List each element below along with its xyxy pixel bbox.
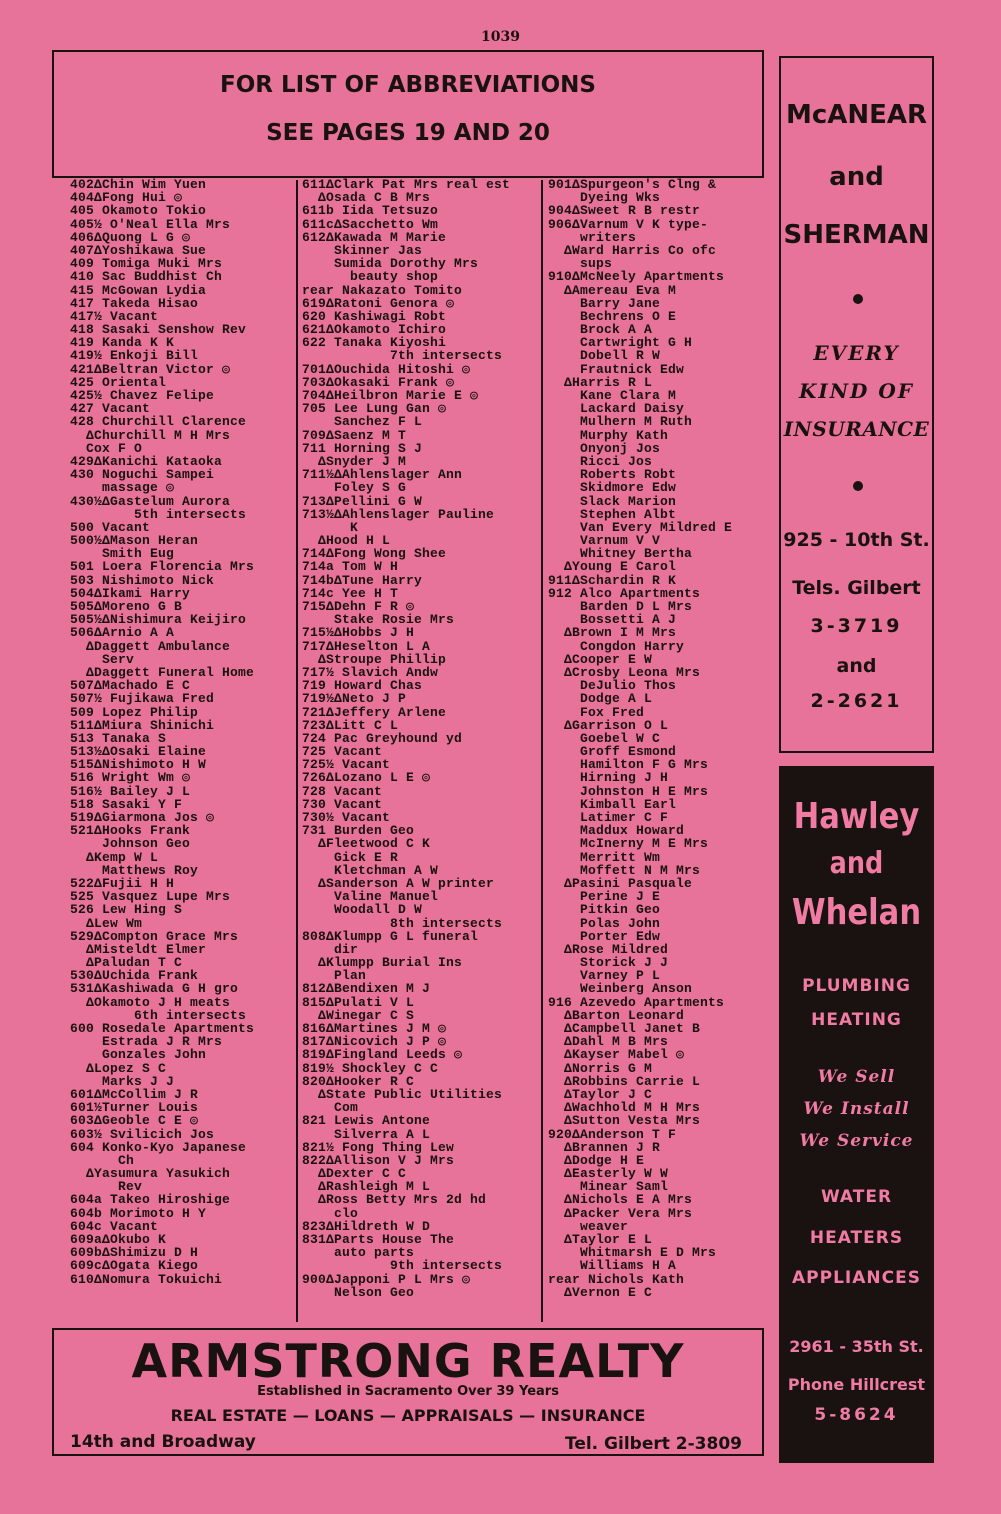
- directory-entry: 501 Loera Florencia Mrs: [70, 560, 255, 574]
- directory-entry: Johnston H E Mrs: [548, 784, 709, 798]
- directory-entry: 713½ΔAhlenslager Pauline: [302, 507, 495, 521]
- directory-entry: 418 Sasaki Senshow Rev: [70, 323, 247, 337]
- directory-entry: 415 McGowan Lydia: [70, 283, 207, 297]
- directory-entry: ΔBrown I M Mrs: [548, 626, 677, 640]
- directory-entry: ΔPaludan T C: [70, 956, 183, 970]
- directory-entry: 509 Lopez Philip: [70, 705, 199, 719]
- directory-entry: Serv: [70, 652, 135, 666]
- directory-entry: 507½ Fujikawa Fred: [70, 692, 215, 706]
- directory-entry: 822ΔAllison V J Mrs: [302, 1153, 455, 1168]
- directory-entry: ΔRose Mildred: [548, 942, 669, 957]
- directory-entry: ΔFleetwood C K: [302, 837, 431, 851]
- directory-entry: 808ΔKlumpp G L funeral: [302, 929, 479, 943]
- directory-entry: 709ΔSaenz M T: [302, 428, 407, 442]
- we-sell: We Sell: [817, 1067, 896, 1087]
- directory-entry: ΔHood H L: [302, 534, 391, 548]
- directory-entry: 503 Nishimoto Nick: [70, 573, 215, 587]
- directory-entry: 419 Kanda K K: [70, 336, 175, 350]
- directory-entry: ΔCrosby Leona Mrs: [548, 665, 701, 680]
- directory-entry: 611cΔSacchetto Wm: [302, 217, 439, 231]
- directory-entry: 621ΔOkamoto Ichiro: [302, 323, 447, 337]
- directory-entry: 714bΔTune Harry: [302, 573, 423, 587]
- directory-entry: ΔDexter C C: [302, 1167, 407, 1181]
- bullet-dot: [853, 481, 863, 491]
- directory-entry: 821 Lewis Antone: [302, 1114, 431, 1128]
- tagline-line-3: INSURANCE: [783, 417, 930, 441]
- directory-entry: 417 Takeda Hisao: [70, 296, 199, 310]
- directory-entry: 819ΔFingland Leeds ◎: [302, 1048, 463, 1062]
- directory-entry: Ricci Jos: [548, 454, 653, 469]
- tagline-line-2: KIND OF: [799, 379, 914, 403]
- directory-entry: ΔYasumura Yasukich: [70, 1167, 231, 1181]
- we-install: We Install: [803, 1099, 910, 1119]
- service-heating: HEATING: [811, 1010, 902, 1030]
- directory-entry: 521ΔHooks Frank: [70, 824, 191, 838]
- directory-entry: 831ΔParts House The: [302, 1233, 455, 1247]
- directory-entry: ΔMisteldt Elmer: [70, 942, 207, 957]
- directory-entry: Gick E R: [302, 850, 399, 864]
- directory-entry: 600 Rosedale Apartments: [70, 1022, 255, 1036]
- directory-entry: ΔBrannen J R: [548, 1140, 661, 1154]
- directory-entry: 713ΔPellini G W: [302, 494, 423, 508]
- directory-entry: 815ΔPulati V L: [302, 995, 415, 1009]
- directory-entry: 405½ O'Neal Ella Mrs: [70, 217, 231, 231]
- directory-entry: 619ΔRatoni Genora ◎: [302, 296, 455, 310]
- directory-entry: 920ΔAnderson T F: [548, 1127, 677, 1141]
- directory-entry: Groff Esmond: [548, 745, 677, 759]
- directory-entry: 409 Tomiga Muki Mrs: [70, 257, 223, 271]
- directory-entry: ΔKemp W L: [70, 850, 159, 864]
- directory-entry: 425 Oriental: [70, 375, 167, 389]
- directory-entry: ΔPasini Pasquale: [548, 876, 693, 891]
- directory-entry: 428 Churchill Clarence: [70, 415, 247, 429]
- directory-entry: ΔKlumpp Burial Ins: [302, 956, 463, 970]
- directory-entry: Whitmarsh E D Mrs: [548, 1246, 717, 1260]
- directory-entry: 717ΔHeselton L A: [302, 639, 431, 653]
- directory-entry: rear Nakazato Tomito: [302, 283, 463, 297]
- directory-entry: 405 Okamoto Tokio: [70, 204, 207, 218]
- directory-entry: Storick J J: [548, 956, 669, 970]
- directory-entry: 609bΔShimizu D H: [70, 1246, 199, 1260]
- directory-entry: 912 Alco Apartments: [548, 586, 701, 600]
- directory-entry: 430½ΔGastelum Aurora: [70, 494, 231, 508]
- directory-entry: ΔWard Harris Co ofc: [548, 243, 717, 258]
- directory-entry: ΔSanderson A W printer: [302, 876, 495, 891]
- directory-entry: Perine J E: [548, 890, 661, 904]
- directory-entry: 603½ Svilicich Jos: [70, 1127, 215, 1141]
- directory-entry: massage ◎: [70, 481, 175, 495]
- directory-entry: Merritt Wm: [548, 850, 661, 864]
- directory-entry: Moffett N M Mrs: [548, 863, 701, 877]
- page-number: 1039: [481, 29, 520, 45]
- sherman-name: SHERMAN: [783, 220, 930, 250]
- directory-entry: Matthews Roy: [70, 863, 199, 877]
- product-appliances: APPLIANCES: [792, 1268, 921, 1288]
- directory-entry: 500½ΔMason Heran: [70, 534, 199, 548]
- directory-entry: Kane Clara M: [548, 389, 677, 403]
- directory-entry: ΔDodge H E: [548, 1153, 645, 1168]
- directory-entry: 516 Wright Wm ◎: [70, 771, 191, 785]
- directory-entry: ΔState Public Utilities: [302, 1087, 503, 1102]
- directory-entry: 604c Vacant: [70, 1219, 159, 1233]
- mcanear-sherman-ad: [779, 56, 934, 753]
- directory-entry: 500 Vacant: [70, 520, 151, 535]
- directory-entry: ΔDaggett Funeral Home: [70, 665, 255, 680]
- directory-entry: 823ΔHildreth W D: [302, 1219, 431, 1233]
- directory-entry: Stephen Albt: [548, 507, 677, 521]
- directory-entry: ΔLew Wm: [70, 916, 143, 930]
- directory-entry: 7th intersects: [302, 349, 503, 363]
- directory-entry: 821½ Fong Thing Lew: [302, 1140, 455, 1154]
- directory-entry: beauty shop: [302, 270, 439, 284]
- directory-entry: ΔCampbell Janet B: [548, 1022, 701, 1036]
- armstrong-name: ARMSTRONG REALTY: [131, 1334, 685, 1388]
- directory-entry: ΔSnyder J M: [302, 454, 407, 469]
- directory-entry: ΔNichols E A Mrs: [548, 1193, 693, 1207]
- directory-entry: 911ΔSchardin R K: [548, 573, 677, 587]
- directory-entry: Gonzales John: [70, 1048, 207, 1062]
- directory-entry: 705 Lee Lung Gan ◎: [302, 402, 447, 416]
- directory-entry: Skidmore Edw: [548, 481, 677, 495]
- directory-entry: 5th intersects: [70, 507, 247, 521]
- directory-entry: K: [302, 520, 359, 535]
- directory-entry: 604a Takeo Hiroshige: [70, 1193, 231, 1207]
- product-water: WATER: [820, 1187, 893, 1207]
- armstrong-services: REAL ESTATE — LOANS — APPRAISALS — INSURANCE: [170, 1406, 646, 1425]
- directory-entry: 601½Turner Louis: [70, 1101, 199, 1115]
- directory-entry: Foley S G: [302, 481, 407, 495]
- hawley-address: 2961 - 35th St.: [789, 1337, 924, 1356]
- whelan-name: Whelan: [791, 892, 922, 933]
- directory-entry: 427 Vacant: [70, 402, 151, 416]
- directory-entry: 901ΔSpurgeon's Clng &: [548, 178, 717, 192]
- directory-entry: 731 Burden Geo: [302, 824, 415, 838]
- directory-entry: 730 Vacant: [302, 797, 383, 811]
- directory-entry: Estrada J R Mrs: [70, 1035, 223, 1049]
- directory-entry: ΔOsada C B Mrs: [302, 191, 431, 205]
- directory-entry: 425½ Chavez Felipe: [70, 389, 215, 403]
- abbreviations-line-2: SEE PAGES 19 AND 20: [266, 120, 550, 146]
- directory-entry: Skinner Jas: [302, 243, 423, 258]
- directory-entry: 711½ΔAhlenslager Ann: [302, 468, 463, 482]
- directory-entry: Johnson Geo: [70, 837, 191, 851]
- directory-entry: 817ΔNicovich J P ◎: [302, 1035, 447, 1049]
- directory-entry: 622 Tanaka Kiyoshi: [302, 336, 447, 350]
- directory-entry: 504ΔIkami Harry: [70, 586, 191, 600]
- directory-entry: 703ΔOkasaki Frank ◎: [302, 375, 455, 389]
- directory-entry: 429ΔKanichi Kataoka: [70, 454, 223, 469]
- directory-entry: rear Nichols Kath: [548, 1272, 685, 1286]
- directory-entry: 717½ Slavich Andw: [302, 665, 439, 680]
- directory-entry: 725 Vacant: [302, 745, 383, 759]
- directory-entry: Kimball Earl: [548, 797, 677, 811]
- directory-entry: writers: [548, 230, 637, 244]
- directory-entry: Murphy Kath: [548, 428, 669, 442]
- directory-entry: Brock A A: [548, 323, 653, 337]
- directory-entry: Goebel W C: [548, 731, 661, 746]
- hawley-phone: 5-8624: [814, 1405, 899, 1425]
- directory-entry: 417½ Vacant: [70, 309, 159, 324]
- directory-entry: Sanchez F L: [302, 415, 423, 429]
- directory-entry: Varney P L: [548, 969, 661, 983]
- directory-entry: 531ΔKashiwada G H gro: [70, 982, 239, 996]
- directory-entry: Williams H A: [548, 1259, 677, 1273]
- directory-entry: 620 Kashiwagi Robt: [302, 309, 447, 324]
- directory-entry: 610ΔNomura Tokuichi: [70, 1272, 223, 1286]
- directory-entry: Onyonj Jos: [548, 441, 661, 455]
- directory-entry: 505½ΔNishimura Keijiro: [70, 613, 247, 627]
- directory-entry: ΔWachhold M H Mrs: [548, 1101, 701, 1115]
- directory-entry: Lackard Daisy: [548, 402, 685, 416]
- directory-entry: 819½ Shockley C C: [302, 1061, 439, 1075]
- directory-entry: 518 Sasaki Y F: [70, 797, 183, 811]
- directory-entry: Sumida Dorothy Mrs: [302, 257, 479, 271]
- directory-entry: 529ΔCompton Grace Mrs: [70, 929, 239, 943]
- directory-column-2: [302, 178, 537, 1299]
- directory-entry: 407ΔYoshikawa Sue: [70, 243, 207, 258]
- directory-entry: ΔTaylor J C: [548, 1087, 653, 1102]
- armstrong-established: Established in Sacramento Over 39 Years: [257, 1384, 559, 1399]
- tagline-line-1: EVERY: [813, 341, 900, 365]
- directory-entry: Porter Edw: [548, 929, 661, 943]
- directory-column-1: [70, 178, 295, 1286]
- directory-entry: Hirning J H: [548, 771, 669, 785]
- directory-entry: ΔRoss Betty Mrs 2d hd: [302, 1193, 487, 1207]
- directory-entry: 714c Yee H T: [302, 586, 399, 600]
- directory-entry: 701ΔOuchida Hitoshi ◎: [302, 362, 471, 376]
- directory-entry: 724 Pac Greyhound yd: [302, 731, 463, 746]
- directory-entry: 530ΔUchida Frank: [70, 969, 199, 983]
- directory-entry: ΔEasterly W W: [548, 1167, 669, 1181]
- directory-entry: ΔVernon E C: [548, 1285, 653, 1299]
- directory-entry: Polas John: [548, 916, 661, 930]
- mcanear-and-2: and: [836, 655, 877, 677]
- directory-entry: 526 Lew Hing S: [70, 903, 183, 917]
- directory-entry: Roberts Robt: [548, 468, 677, 482]
- directory-entry: 714a Tom W H: [302, 560, 399, 574]
- abbreviations-line-1: FOR LIST OF ABBREVIATIONS: [220, 72, 596, 98]
- directory-entry: 430 Noguchi Sampei: [70, 468, 215, 482]
- directory-entry: Stake Rosie Mrs: [302, 613, 455, 627]
- directory-entry: 726ΔLozano L E ◎: [302, 771, 431, 785]
- directory-entry: 404ΔFong Hui ◎: [70, 191, 183, 205]
- armstrong-realty-ad: [52, 1328, 764, 1456]
- directory-entry: Bossetti A J: [548, 613, 677, 627]
- directory-entry: 714ΔFong Wong Shee: [302, 547, 447, 561]
- abbreviations-notice: [52, 50, 764, 178]
- bullet-dot: [853, 294, 863, 304]
- directory-column-3: [548, 178, 766, 1299]
- directory-entry: 410 Sac Buddhist Ch: [70, 270, 223, 284]
- directory-entry: ΔCooper E W: [548, 652, 653, 666]
- directory-entry: Van Every Mildred E: [548, 520, 733, 535]
- directory-entry: weaver: [548, 1219, 629, 1233]
- directory-entry: Rev: [70, 1180, 143, 1194]
- directory-entry: Congdon Harry: [548, 639, 685, 653]
- directory-entry: ΔHarris R L: [548, 375, 653, 389]
- directory-entry: 601ΔMcCollim J R: [70, 1087, 199, 1102]
- directory-entry: Mulhern M Ruth: [548, 415, 693, 429]
- directory-entry: Dyeing Wks: [548, 191, 661, 205]
- directory-entry: 719½ΔNeto J P: [302, 692, 407, 706]
- directory-entry: 513 Tanaka S: [70, 731, 167, 746]
- directory-entry: Barry Jane: [548, 296, 661, 310]
- directory-entry: 506ΔArnio A A: [70, 626, 175, 640]
- armstrong-phone: Tel. Gilbert 2-3809: [564, 1434, 742, 1454]
- we-service: We Service: [799, 1131, 914, 1151]
- directory-entry: Latimer C F: [548, 811, 669, 825]
- directory-entry: ΔBarton Leonard: [548, 1008, 685, 1022]
- directory-entry: ΔKayser Mabel ◎: [548, 1048, 685, 1062]
- directory-entry: 906ΔVarnum V K type-: [548, 217, 709, 231]
- directory-entry: ΔGarrison O L: [548, 718, 669, 732]
- directory-entry: 725½ Vacant: [302, 758, 391, 772]
- directory-entry: Silverra A L: [302, 1127, 431, 1141]
- directory-entry: 515ΔNishimoto H W: [70, 758, 207, 772]
- armstrong-address: 14th and Broadway: [70, 1432, 256, 1452]
- directory-entry: 603ΔGeoble C E ◎: [70, 1114, 199, 1128]
- directory-entry: ΔChurchill M H Mrs: [70, 428, 231, 442]
- directory-entry: Plan: [302, 969, 367, 983]
- directory-entry: ΔRobbins Carrie L: [548, 1074, 701, 1088]
- mcanear-address: 925 - 10th St.: [783, 529, 930, 551]
- directory-entry: sups: [548, 257, 613, 271]
- hawley-name: Hawley: [793, 796, 920, 837]
- directory-entry: Marks J J: [70, 1074, 175, 1088]
- directory-entry: auto parts: [302, 1246, 415, 1260]
- column-divider: [296, 180, 298, 1322]
- directory-entry: 904ΔSweet R B restr: [548, 204, 701, 218]
- directory-entry: 611b Iida Tetsuzo: [302, 204, 439, 218]
- mcanear-phone-2: 2-2621: [810, 690, 903, 712]
- directory-entry: ΔSutton Vesta Mrs: [548, 1114, 701, 1128]
- directory-entry: ΔTaylor E L: [548, 1233, 653, 1247]
- directory-entry: 719 Howard Chas: [302, 679, 423, 693]
- directory-entry: DeJulio Thos: [548, 679, 677, 693]
- mcanear-phone-1: 3-3719: [810, 615, 903, 637]
- directory-entry: ΔYoung E Carol: [548, 560, 677, 574]
- directory-entry: Com: [302, 1101, 359, 1115]
- directory-entry: 611ΔClark Pat Mrs real est: [302, 178, 511, 192]
- directory-entry: 8th intersects: [302, 916, 503, 930]
- directory-entry: 6th intersects: [70, 1008, 247, 1022]
- hawley-phone-label: Phone Hillcrest: [787, 1375, 926, 1394]
- directory-entry: 609cΔOgata Kiego: [70, 1259, 199, 1273]
- directory-entry: 715ΔDehn F R ◎: [302, 600, 415, 614]
- directory-entry: ΔDahl M B Mrs: [548, 1035, 669, 1049]
- directory-entry: clo: [302, 1206, 359, 1220]
- directory-entry: 910ΔMcNeely Apartments: [548, 270, 725, 284]
- directory-entry: ΔStroupe Phillip: [302, 652, 447, 666]
- directory-entry: Smith Eug: [70, 547, 175, 561]
- directory-entry: Barden D L Mrs: [548, 600, 693, 614]
- directory-entry: 525 Vasquez Lupe Mrs: [70, 890, 231, 904]
- directory-entry: 522ΔFujii H H: [70, 876, 175, 891]
- directory-entry: 406ΔQuong L G ◎: [70, 230, 191, 244]
- directory-entry: 609aΔOkubo K: [70, 1233, 167, 1247]
- directory-entry: 721ΔJeffery Arlene: [302, 705, 447, 719]
- directory-entry: Ch: [70, 1153, 135, 1168]
- directory-entry: 816ΔMartines J M ◎: [302, 1022, 447, 1036]
- directory-entry: Dodge A L: [548, 692, 653, 706]
- directory-entry: Nelson Geo: [302, 1285, 415, 1299]
- directory-entry: 711 Horning S J: [302, 441, 423, 455]
- directory-entry: 728 Vacant: [302, 784, 383, 798]
- directory-entry: Cox F O: [70, 441, 143, 455]
- hawley-whelan-ad: [779, 766, 934, 1463]
- directory-entry: 604 Konko-Kyo Japanese: [70, 1140, 247, 1154]
- directory-entry: 730½ Vacant: [302, 811, 391, 825]
- directory-entry: Maddux Howard: [548, 824, 685, 838]
- directory-entry: 402ΔChin Wim Yuen: [70, 178, 207, 192]
- directory-entry: Fox Fred: [548, 705, 645, 719]
- directory-entry: Pitkin Geo: [548, 903, 661, 917]
- directory-entry: Frautnick Edw: [548, 362, 685, 376]
- directory-entry: 900ΔJapponi P L Mrs ◎: [302, 1272, 471, 1286]
- directory-entry: Whitney Bertha: [548, 547, 693, 561]
- directory-entry: 516½ Bailey J L: [70, 784, 191, 798]
- directory-entry: 612ΔKawada M Marie: [302, 230, 447, 244]
- directory-entry: 419½ Enkoji Bill: [70, 349, 199, 363]
- mcanear-name: McANEAR: [785, 100, 928, 130]
- directory-entry: Valine Manuel: [302, 890, 439, 904]
- directory-entry: Hamilton F G Mrs: [548, 758, 709, 772]
- directory-entry: 812ΔBendixen M J: [302, 982, 431, 996]
- directory-entry: Woodall D W: [302, 903, 423, 917]
- directory-entry: Minear Saml: [548, 1180, 669, 1194]
- directory-entry: ΔRashleigh M L: [302, 1180, 431, 1194]
- directory-entry: 519ΔGiarmona Jos ◎: [70, 811, 215, 825]
- column-divider: [541, 180, 543, 1322]
- directory-entry: Kletchman A W: [302, 863, 439, 877]
- hawley-and: and: [829, 846, 884, 881]
- directory-entry: 715½ΔHobbs J H: [302, 626, 415, 640]
- mcanear-and: and: [829, 162, 884, 192]
- directory-entry: 604b Morimoto H Y: [70, 1206, 207, 1220]
- directory-entry: Weinberg Anson: [548, 982, 693, 996]
- directory-entry: ΔAmereau Eva M: [548, 283, 677, 297]
- directory-entry: 704ΔHeilbron Marie E ◎: [302, 389, 479, 403]
- directory-entry: 513½ΔOsaki Elaine: [70, 745, 207, 759]
- directory-entry: 916 Azevedo Apartments: [548, 995, 725, 1009]
- mcanear-tels-label: Tels. Gilbert: [792, 577, 921, 599]
- directory-entry: ΔLopez S C: [70, 1061, 167, 1075]
- directory-entry: 507ΔMachado E C: [70, 679, 191, 693]
- directory-entry: ΔOkamoto J H meats: [70, 995, 231, 1009]
- directory-entry: Bechrens O E: [548, 309, 677, 324]
- product-heaters: HEATERS: [809, 1228, 904, 1248]
- directory-entry: Varnum V V: [548, 534, 661, 548]
- directory-entry: ΔNorris G M: [548, 1061, 653, 1075]
- directory-entry: 421ΔBeltran Victor ◎: [70, 362, 231, 376]
- directory-entry: Dobell R W: [548, 349, 661, 363]
- directory-entry: McInerny M E Mrs: [548, 837, 709, 851]
- directory-entry: ΔWinegar C S: [302, 1008, 415, 1022]
- directory-entry: 9th intersects: [302, 1259, 503, 1273]
- directory-entry: 511ΔMiura Shinichi: [70, 718, 215, 732]
- directory-entry: ΔDaggett Ambulance: [70, 639, 231, 653]
- directory-entry: 723ΔLitt C L: [302, 718, 399, 732]
- directory-entry: Slack Marion: [548, 494, 677, 508]
- directory-entry: 505ΔMoreno G B: [70, 600, 183, 614]
- directory-entry: dir: [302, 942, 359, 957]
- directory-entry: ΔPacker Vera Mrs: [548, 1206, 693, 1220]
- directory-entry: Cartwright G H: [548, 336, 693, 350]
- service-plumbing: PLUMBING: [802, 976, 911, 996]
- directory-entry: 820ΔHooker R C: [302, 1074, 415, 1088]
